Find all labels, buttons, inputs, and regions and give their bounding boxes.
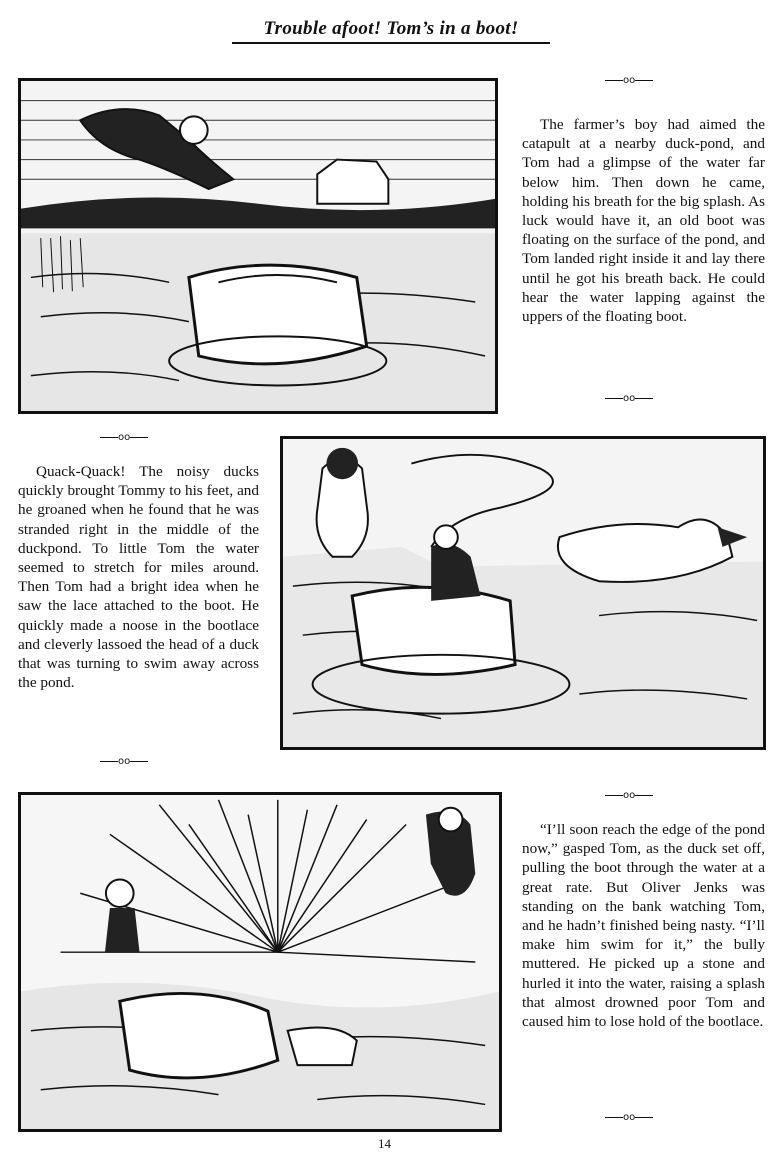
story-paragraph-3: “I’ll soon reach the edge of the pond now,” gasped Tom, as the duck set off, pulling the boot through the water at a great rate. But Oliver Jenks was standing on the bank watching Tom, and he hadn’t finished being nasty. “I’ll make him swim for it,” the bully muttered. He picked up a stone and hurled it into the water, raising a splash that almost drowned poor Tom and caused him to lose hold of the bootlace. <box>522 821 765 1031</box>
ornament-divider: oo <box>100 432 148 443</box>
ornament-divider: oo <box>605 1112 653 1123</box>
illustration-panel-1 <box>18 78 498 414</box>
ornament-divider: oo <box>605 75 653 86</box>
page-title: Trouble afoot! Tom’s in a boot! <box>232 18 550 44</box>
ornament-divider: oo <box>605 790 653 801</box>
story-paragraph-1: The farmer’s boy had aimed the catapult at a nearby duck-pond, and Tom had a glimpse of the water far below him. Then down he came, holding his breath for the big splash. As luck would have it, an old boot was floating on the surface of the pond, and Tom landed right inside it and lay there until he got his breath back. He could hear the water lapping against the uppers of the floating boot. <box>522 116 765 326</box>
story-paragraph-2: Quack-Quack! The noisy ducks quickly brought Tommy to his feet, and he groaned when he found that he was stranded right in the middle of the duckpond. To little Tom the water seemed to stretch for miles around. Then Tom had a bright idea when he saw the lace attached to the boot. He quickly made a noose in the bootlace and cleverly lassoed the head of a duck that was turning to swim away across the pond. <box>18 463 259 692</box>
falling-into-boot-drawing <box>21 81 495 411</box>
illustration-panel-3 <box>18 792 502 1132</box>
ornament-divider: oo <box>605 393 653 404</box>
illustration-panel-2 <box>280 436 766 750</box>
splash-drawing <box>21 795 499 1129</box>
page-number: 14 <box>378 1136 391 1151</box>
lasso-duck-drawing <box>283 439 763 747</box>
ornament-divider: oo <box>100 756 148 767</box>
